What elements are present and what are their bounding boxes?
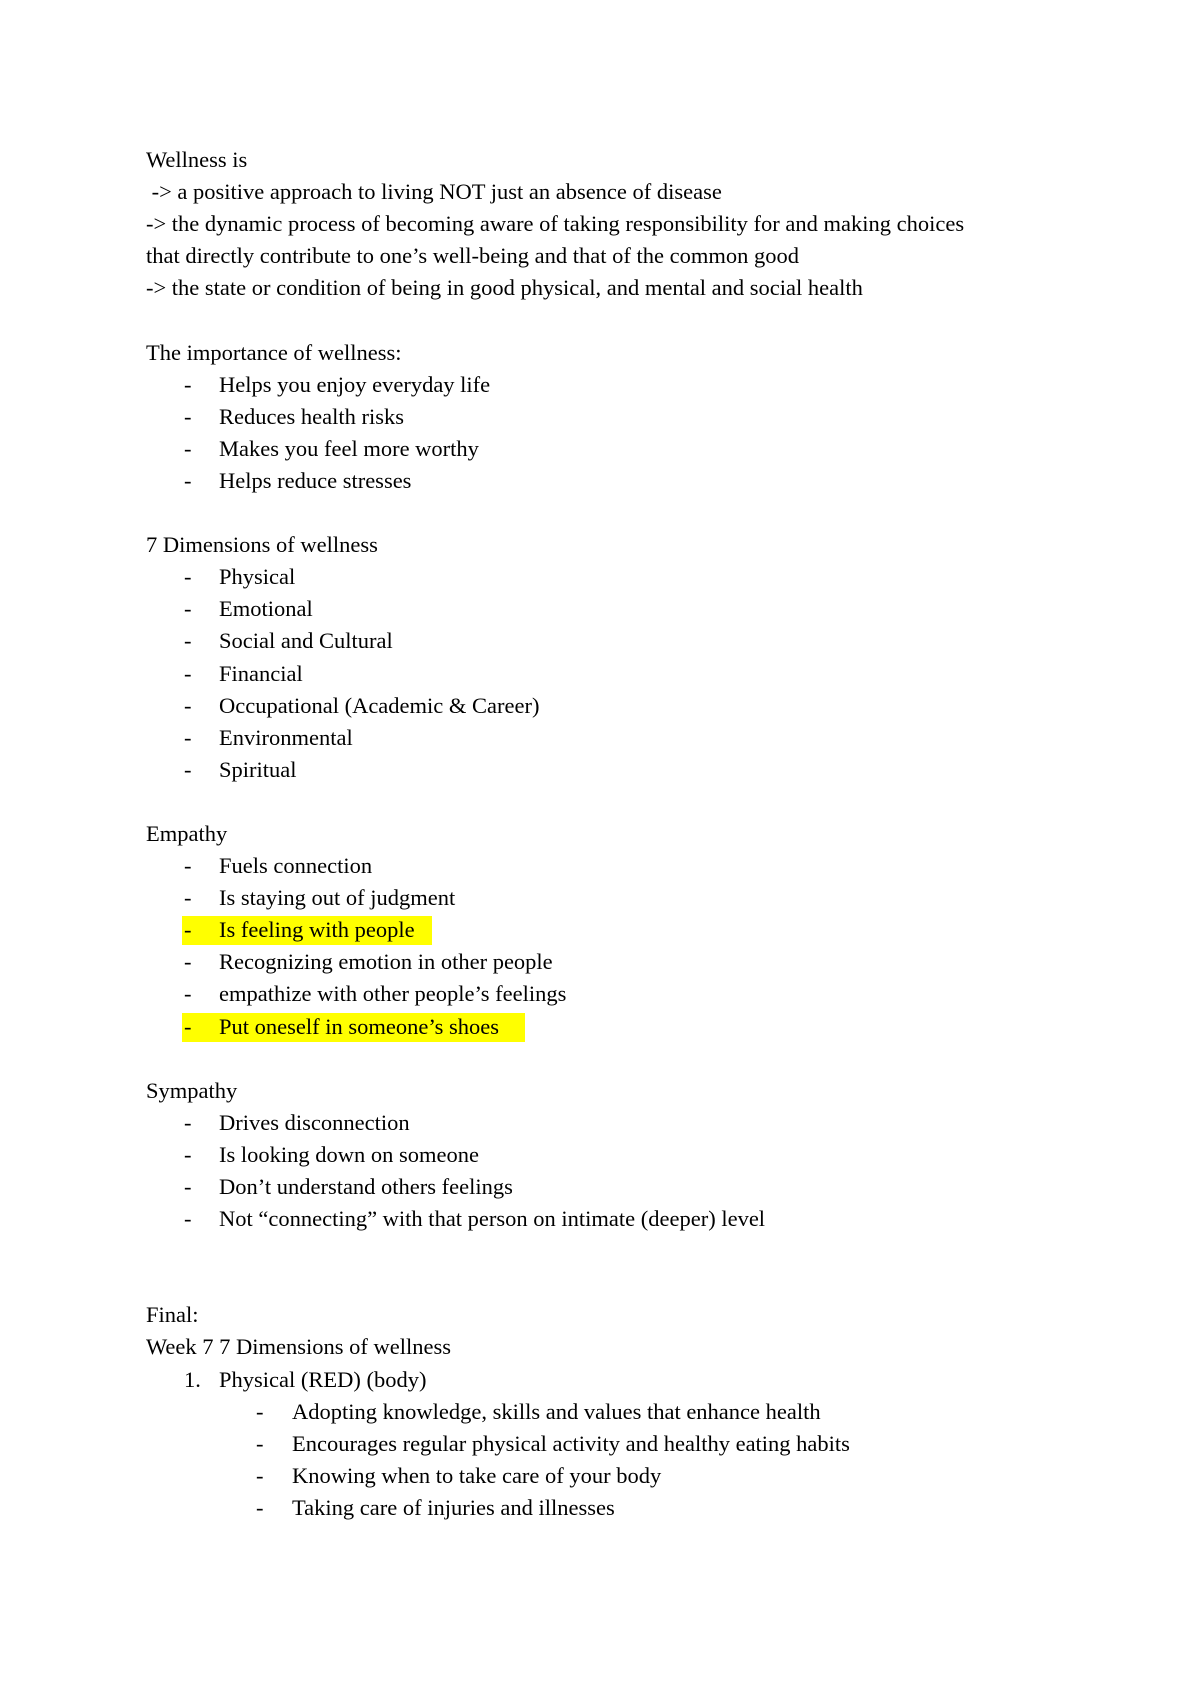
wellness-line: -> the dynamic process of becoming aware of taking responsibility for and making choices (146, 211, 965, 237)
bullet-dash: - (184, 724, 192, 750)
bullet-dash: - (184, 1206, 192, 1232)
list-item (146, 690, 1066, 722)
list-item-text: Financial (219, 660, 303, 686)
list-item (146, 658, 1066, 690)
list-item-text: Put oneself in someone’s shoes (219, 1013, 499, 1039)
wellness-line: that directly contribute to one’s well-being and that of the common good (146, 243, 799, 269)
spacer (146, 1235, 1066, 1267)
list-item (146, 978, 1066, 1010)
spacer (146, 1267, 1066, 1299)
dimensions-heading: 7 Dimensions of wellness (146, 532, 378, 558)
list-item-text: Reduces health risks (219, 403, 404, 429)
bullet-dash: - (256, 1494, 264, 1520)
sub-list-item (146, 1460, 1066, 1492)
list-item-text: Is feeling with people (219, 917, 415, 943)
list-item (146, 369, 1066, 401)
spacer (146, 304, 1066, 336)
bullet-dash: - (184, 467, 192, 493)
numbered-item-text: Physical (RED) (body) (219, 1366, 427, 1392)
list-item-text: Social and Cultural (219, 628, 393, 654)
bullet-dash: - (184, 1013, 192, 1039)
bullet-dash: - (256, 1398, 264, 1424)
bullet-dash: - (184, 1109, 192, 1135)
bullet-dash: - (184, 596, 192, 622)
bullet-dash: - (184, 435, 192, 461)
bullet-dash: - (256, 1430, 264, 1456)
list-item-text: Drives disconnection (219, 1109, 410, 1135)
list-item (146, 561, 1066, 593)
list-item-text: Recognizing emotion in other people (219, 949, 553, 975)
bullet-dash: - (184, 981, 192, 1007)
list-item (146, 1203, 1066, 1235)
list-item-text: Helps you enjoy everyday life (219, 371, 491, 397)
list-item-text: Environmental (219, 724, 353, 750)
importance-heading: The importance of wellness: (146, 339, 402, 365)
list-item-highlighted (146, 914, 1066, 946)
list-item (146, 754, 1066, 786)
list-item-text: Emotional (219, 596, 313, 622)
list-item (146, 1139, 1066, 1171)
bullet-dash: - (184, 853, 192, 879)
list-item-text: Adopting knowledge, skills and values that enhance health (292, 1398, 821, 1424)
spacer (146, 497, 1066, 529)
sympathy-heading: Sympathy (146, 1077, 238, 1103)
bullet-dash: - (184, 628, 192, 654)
wellness-line: -> the state or condition of being in good physical, and mental and social health (146, 275, 863, 301)
bullet-dash: - (184, 403, 192, 429)
bullet-dash: - (184, 885, 192, 911)
wellness-line: -> a positive approach to living NOT just an absence of disease (146, 179, 722, 205)
list-item-text: Don’t understand others feelings (219, 1174, 513, 1199)
spacer (146, 1043, 1066, 1075)
wellness-heading: Wellness is (146, 147, 248, 172)
list-item (146, 433, 1066, 465)
spacer (146, 786, 1066, 818)
item-number: 1. (184, 1366, 201, 1392)
sub-list-item (146, 1428, 1066, 1460)
list-item-text: Not “connecting” with that person on intimate (deeper) level (219, 1206, 766, 1232)
bullet-dash: - (184, 564, 192, 590)
list-item (146, 1107, 1066, 1139)
final-subheading: Week 7 7 Dimensions of wellness (146, 1334, 452, 1360)
list-item-text: Is looking down on someone (219, 1141, 479, 1167)
bullet-dash: - (184, 917, 192, 943)
sub-list-item (146, 1492, 1066, 1524)
list-item-text: Is staying out of judgment (219, 885, 456, 911)
list-item-highlighted (146, 1011, 1066, 1043)
list-item (146, 465, 1066, 497)
list-item (146, 722, 1066, 754)
list-item (146, 625, 1066, 657)
list-item-text: Makes you feel more worthy (219, 435, 479, 461)
list-item-text: empathize with other people’s feelings (219, 981, 567, 1007)
list-item-text: Encourages regular physical activity and healthy eating habits (292, 1430, 850, 1456)
list-item-text: Occupational (Academic & Career) (219, 692, 540, 718)
bullet-dash: - (184, 660, 192, 686)
list-item (146, 946, 1066, 978)
list-item-text: Knowing when to take care of your body (292, 1462, 662, 1488)
list-item-text: Fuels connection (219, 853, 373, 879)
list-item (146, 850, 1066, 882)
list-item (146, 1171, 1066, 1203)
list-item-text: Physical (219, 564, 296, 590)
empathy-heading: Empathy (146, 820, 228, 846)
list-item (146, 882, 1066, 914)
list-item-text: Taking care of injuries and illnesses (292, 1494, 615, 1520)
sub-list-item (146, 1396, 1066, 1428)
list-item (146, 401, 1066, 433)
bullet-dash: - (184, 949, 192, 975)
bullet-dash: - (184, 692, 192, 718)
list-item-text: Helps reduce stresses (219, 467, 412, 493)
bullet-dash: - (184, 1141, 192, 1167)
bullet-dash: - (184, 756, 192, 782)
bullet-dash: - (256, 1462, 264, 1488)
document-body (146, 144, 1066, 1524)
bullet-dash: - (184, 371, 192, 397)
list-item-text: Spiritual (219, 756, 297, 782)
numbered-item (146, 1364, 1066, 1396)
final-heading: Final: (146, 1302, 199, 1328)
bullet-dash: - (184, 1174, 192, 1199)
list-item (146, 593, 1066, 625)
